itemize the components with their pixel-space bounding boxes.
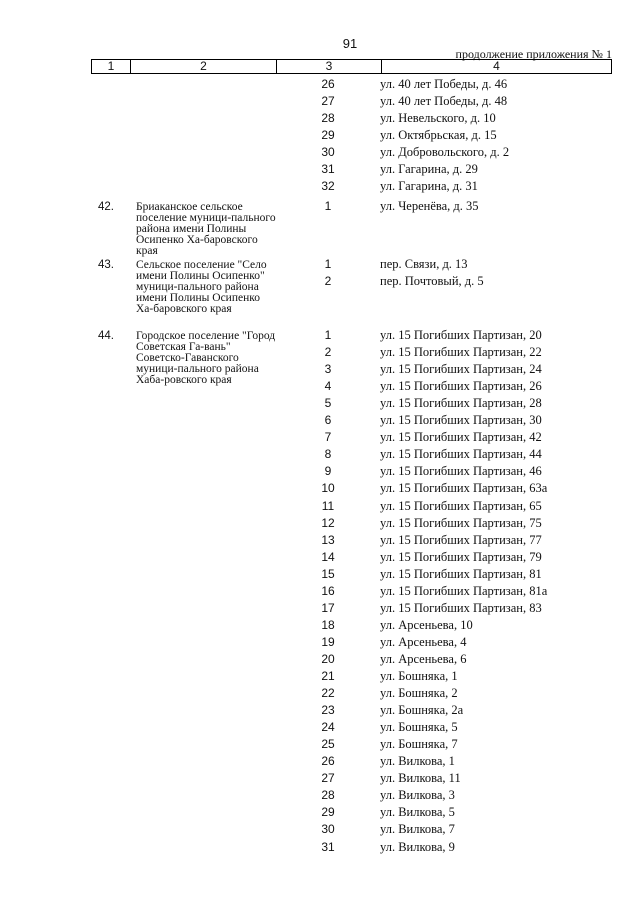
table-row (0, 770, 640, 787)
row-index: 27 (321, 771, 335, 786)
row-index: 25 (321, 737, 335, 752)
address: ул. Вилкова, 9 (380, 839, 455, 854)
table-row (0, 668, 640, 685)
table-row (0, 566, 640, 583)
header-col-4: 4 (493, 59, 500, 73)
table-row (0, 634, 640, 651)
address: ул. Бошняка, 7 (380, 737, 458, 752)
table-row (0, 256, 640, 273)
table-row (0, 753, 640, 770)
table-row (0, 76, 640, 93)
table-row (0, 532, 640, 549)
row-index: 28 (321, 111, 335, 126)
address: ул. 15 Погибших Партизан, 75 (380, 515, 542, 530)
row-index: 32 (321, 179, 335, 194)
row-index: 3 (324, 362, 332, 377)
municipality-name: Бриаканское сельское поселение муници-пального района имени Полины Осипенко Ха-баровского края (136, 201, 276, 257)
table-row (0, 446, 640, 463)
address: ул. Вилкова, 3 (380, 788, 455, 803)
address: ул. 40 лет Победы, д. 46 (380, 77, 508, 91)
address: ул. Бошняка, 1 (380, 669, 458, 683)
group-number: 44. (98, 330, 114, 342)
row-index: 22 (321, 686, 335, 701)
address: ул. 15 Погибших Партизан, 81 (380, 566, 542, 581)
row-index: 13 (321, 532, 335, 547)
table-row (0, 178, 640, 195)
table-row (0, 93, 640, 110)
address: ул. Черенёва, д. 35 (380, 199, 479, 213)
table-row (0, 600, 640, 617)
address: ул. 40 лет Победы, д. 48 (380, 94, 508, 109)
table-row (0, 361, 640, 378)
table-row (0, 839, 640, 856)
address: ул. Добровольского, д. 2 (380, 145, 510, 160)
row-index: 21 (321, 669, 335, 683)
page-number: 91 (342, 36, 358, 51)
row-index: 31 (321, 839, 335, 854)
address: ул. 15 Погибших Партизан, 20 (380, 328, 542, 342)
table-row (0, 480, 640, 497)
table-row (0, 787, 640, 804)
table-row (0, 395, 640, 412)
municipality-name: Городское поселение "Город Советская Га-вань" Советско-Гаванского муници-пального района Хаба-ровского края (136, 330, 276, 386)
row-index: 30 (321, 145, 335, 160)
header-col-2: 2 (131, 60, 277, 73)
row-index: 7 (324, 430, 332, 445)
row-index: 18 (321, 617, 335, 632)
address: ул. Арсеньева, 6 (380, 651, 467, 666)
row-index: 27 (321, 94, 335, 109)
address: ул. Невельского, д. 10 (380, 111, 496, 126)
row-index: 4 (324, 379, 332, 394)
address: ул. 15 Погибших Партизан, 46 (380, 464, 542, 479)
row-index: 10 (321, 481, 335, 496)
row-index: 20 (321, 651, 335, 666)
row-index: 6 (324, 413, 332, 428)
table-row (0, 821, 640, 838)
row-index: 5 (324, 396, 332, 411)
table-row (0, 110, 640, 127)
table-row (0, 702, 640, 719)
address: ул. 15 Погибших Партизан, 79 (380, 549, 542, 564)
municipality-name: Сельское поселение "Село имени Полины Осипенко" муници-пального района имени Полины Осипенко Ха-баровского края (136, 259, 267, 315)
table-row (0, 429, 640, 446)
header-col-1: 1 (92, 60, 131, 73)
table-header (91, 59, 612, 74)
table-row (0, 412, 640, 429)
address: ул. 15 Погибших Партизан, 83 (380, 600, 542, 615)
address: ул. 15 Погибших Партизан, 77 (380, 532, 542, 547)
row-index: 23 (321, 703, 335, 718)
address: ул. Вилкова, 11 (380, 771, 461, 786)
table-row (0, 685, 640, 702)
address: ул. 15 Погибших Партизан, 30 (380, 413, 542, 428)
table-row (0, 804, 640, 821)
table-row (0, 549, 640, 566)
address: ул. Вилкова, 7 (380, 822, 455, 837)
group-number: 43. (98, 259, 114, 271)
row-index: 28 (321, 788, 335, 803)
row-index: 29 (321, 805, 335, 820)
table-row (0, 378, 640, 395)
address: ул. 15 Погибших Партизан, 42 (380, 430, 542, 445)
table-row (0, 161, 640, 178)
header-col-3: 3 (277, 60, 382, 73)
row-index: 19 (321, 634, 335, 649)
table-row (0, 651, 640, 668)
table-row (0, 273, 640, 290)
address: ул. Бошняка, 2 (380, 686, 458, 701)
row-index: 17 (321, 600, 335, 615)
row-index: 1 (324, 257, 332, 271)
group-number: 42. (98, 201, 114, 213)
table-row (0, 498, 640, 515)
table-row (0, 463, 640, 480)
address: ул. 15 Погибших Партизан, 65 (380, 498, 542, 513)
row-index: 11 (321, 498, 335, 513)
address: ул. Бошняка, 5 (380, 720, 458, 735)
address: ул. Вилкова, 1 (380, 754, 455, 769)
table-row (0, 515, 640, 532)
row-index: 1 (324, 328, 332, 342)
address: ул. 15 Погибших Партизан, 81а (380, 583, 548, 598)
continuation-note: продолжение приложения № 1 (455, 47, 612, 61)
row-index: 2 (324, 274, 332, 289)
table-row (0, 327, 640, 344)
row-index: 31 (321, 162, 335, 177)
address: ул. Гагарина, д. 31 (380, 179, 478, 194)
row-index: 1 (324, 199, 332, 213)
row-index: 9 (324, 464, 332, 479)
table-row (0, 344, 640, 361)
row-index: 14 (321, 549, 335, 564)
address: ул. 15 Погибших Партизан, 44 (380, 447, 542, 462)
row-index: 16 (321, 583, 335, 598)
row-index: 8 (324, 447, 332, 462)
row-index: 24 (321, 720, 335, 735)
address: ул. Арсеньева, 10 (380, 617, 473, 632)
address: ул. 15 Погибших Партизан, 24 (380, 362, 542, 377)
row-index: 2 (324, 345, 332, 360)
address: пер. Почтовый, д. 5 (380, 274, 484, 289)
row-index: 26 (321, 77, 335, 91)
address: ул. Бошняка, 2а (380, 703, 464, 718)
row-index: 29 (321, 128, 335, 143)
table-row (0, 617, 640, 634)
address: пер. Связи, д. 13 (380, 257, 468, 271)
row-index: 15 (321, 566, 335, 581)
address: ул. 15 Погибших Партизан, 63а (380, 481, 548, 496)
address: ул. 15 Погибших Партизан, 22 (380, 345, 542, 360)
table-row (0, 127, 640, 144)
table-row (0, 583, 640, 600)
table-row (0, 144, 640, 161)
address: ул. 15 Погибших Партизан, 26 (380, 379, 542, 394)
address: ул. Октябрьская, д. 15 (380, 128, 497, 143)
address: ул. Вилкова, 5 (380, 805, 455, 820)
address: ул. 15 Погибших Партизан, 28 (380, 396, 542, 411)
table-row (0, 198, 640, 215)
row-index: 26 (321, 754, 335, 769)
row-index: 30 (321, 822, 335, 837)
table-row (0, 736, 640, 753)
address: ул. Арсеньева, 4 (380, 634, 467, 649)
address: ул. Гагарина, д. 29 (380, 162, 478, 177)
table-row (0, 719, 640, 736)
row-index: 12 (321, 515, 335, 530)
